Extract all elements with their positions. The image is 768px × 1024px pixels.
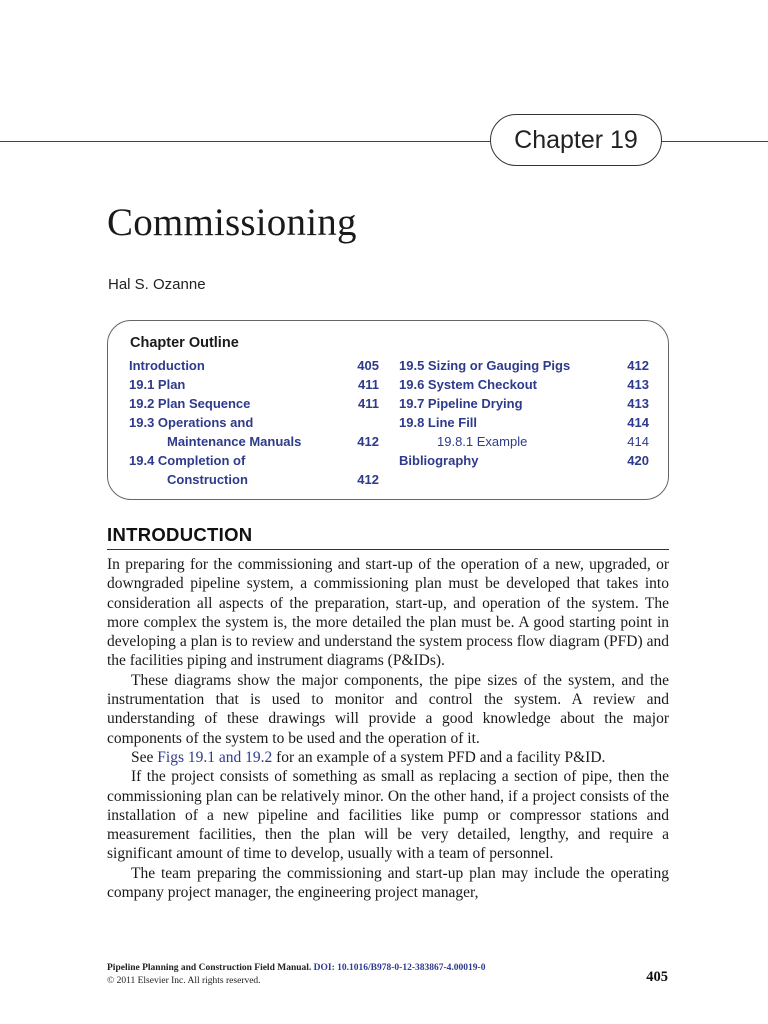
toc-page: 413	[627, 396, 649, 411]
toc-entry-introduction[interactable]	[129, 356, 379, 375]
body-text	[107, 555, 669, 902]
toc-label: 19.2 Plan Sequence	[129, 396, 251, 411]
toc-entry-19-3-cont[interactable]	[129, 432, 379, 451]
chapter-label: Chapter 19	[490, 114, 662, 166]
toc-label: Bibliography	[399, 453, 479, 468]
toc-page: 414	[627, 434, 649, 449]
toc-label: 19.1 Plan	[129, 377, 186, 392]
toc-page: 420	[627, 453, 649, 468]
toc-entry-19-8[interactable]	[399, 413, 649, 432]
outline-right-column	[399, 356, 649, 470]
toc-label: 19.5 Sizing or Gauging Pigs	[399, 358, 571, 373]
toc-entry-19-3[interactable]	[129, 413, 379, 432]
toc-entry-19-4-cont[interactable]	[129, 470, 379, 489]
toc-label: 19.4 Completion of	[129, 453, 246, 468]
toc-entry-19-8-1[interactable]	[399, 432, 649, 451]
paragraph: In preparing for the commissioning and start-up of the operation of a new, upgraded, or downgraded pipeline system, a commissioning plan must be developed that takes into consideration all aspects of the preparation, start-up, and operation of the system. The more complex the system is, the more detailed the plan must be. A good starting point in developing a plan is to review and understand the system process flow diagram (PFD) and the facilities piping and instrument diagrams (P&IDs).	[107, 556, 669, 670]
toc-page: 411	[358, 377, 379, 392]
paragraph: If the project consists of something as small as replacing a section of pipe, then the commissioning plan can be relatively minor. On the other hand, if a project consists of the installation of a new pipeline and facilities like pump or compressor stations and measurement facilities, then the plan will be very detailed, lengthy, and require a significant amount of time to develop, usually with a team of personnel.	[107, 768, 669, 863]
footer-citation	[107, 962, 669, 975]
toc-label: 19.8 Line Fill	[399, 415, 478, 430]
toc-page: 412	[627, 358, 649, 373]
toc-label: Introduction	[129, 358, 205, 373]
toc-page: 414	[627, 415, 649, 430]
author-name: Hal S. Ozanne	[108, 276, 206, 293]
outline-heading: Chapter Outline	[130, 335, 239, 351]
copyright-notice: © 2011 Elsevier Inc. All rights reserved.	[107, 976, 261, 986]
page-number: 405	[646, 969, 668, 985]
page-footer	[107, 962, 669, 988]
paragraph-text: for an example of a system PFD and a facility P&ID.	[272, 748, 606, 766]
toc-entry-19-1[interactable]	[129, 375, 379, 394]
toc-label: 19.8.1 Example	[437, 434, 528, 449]
toc-page: 411	[358, 396, 379, 411]
toc-label: Maintenance Manuals	[167, 434, 302, 449]
toc-page: 413	[627, 377, 649, 392]
toc-page: 412	[357, 472, 379, 487]
toc-label: 19.7 Pipeline Drying	[399, 396, 523, 411]
outline-left-column	[129, 356, 379, 489]
toc-entry-bibliography[interactable]	[399, 451, 649, 470]
figure-reference-link[interactable]: Figs 19.1 and 19.2	[157, 748, 273, 766]
paragraph-text: See	[131, 748, 158, 766]
doi-link[interactable]: DOI: 10.1016/B978-0-12-383867-4.00019-0	[313, 963, 486, 973]
paragraph	[107, 748, 669, 767]
toc-label: 19.3 Operations and	[129, 415, 254, 430]
toc-page: 412	[357, 434, 379, 449]
toc-entry-19-2[interactable]	[129, 394, 379, 413]
chapter-title: Commissioning	[107, 201, 357, 244]
paragraph: The team preparing the commissioning and start-up plan may include the operating company project manager, the engineering project manager,	[107, 864, 669, 902]
toc-entry-19-6[interactable]	[399, 375, 649, 394]
toc-entry-19-4[interactable]	[129, 451, 379, 470]
book-title: Pipeline Planning and Construction Field Manual.	[107, 963, 312, 973]
chapter-outline-box	[107, 320, 669, 500]
toc-label: 19.6 System Checkout	[399, 377, 538, 392]
section-heading: INTRODUCTION	[107, 524, 669, 550]
toc-page: 405	[357, 358, 379, 373]
paragraph: These diagrams show the major components, the pipe sizes of the system, and the instrumentation that is used to monitor and control the system. A review and understanding of these drawings will provide a good knowledge about the major components of the system to be used and the operation of it.	[107, 671, 669, 747]
toc-entry-19-5[interactable]	[399, 356, 649, 375]
toc-entry-19-7[interactable]	[399, 394, 649, 413]
toc-label: Construction	[167, 472, 248, 487]
